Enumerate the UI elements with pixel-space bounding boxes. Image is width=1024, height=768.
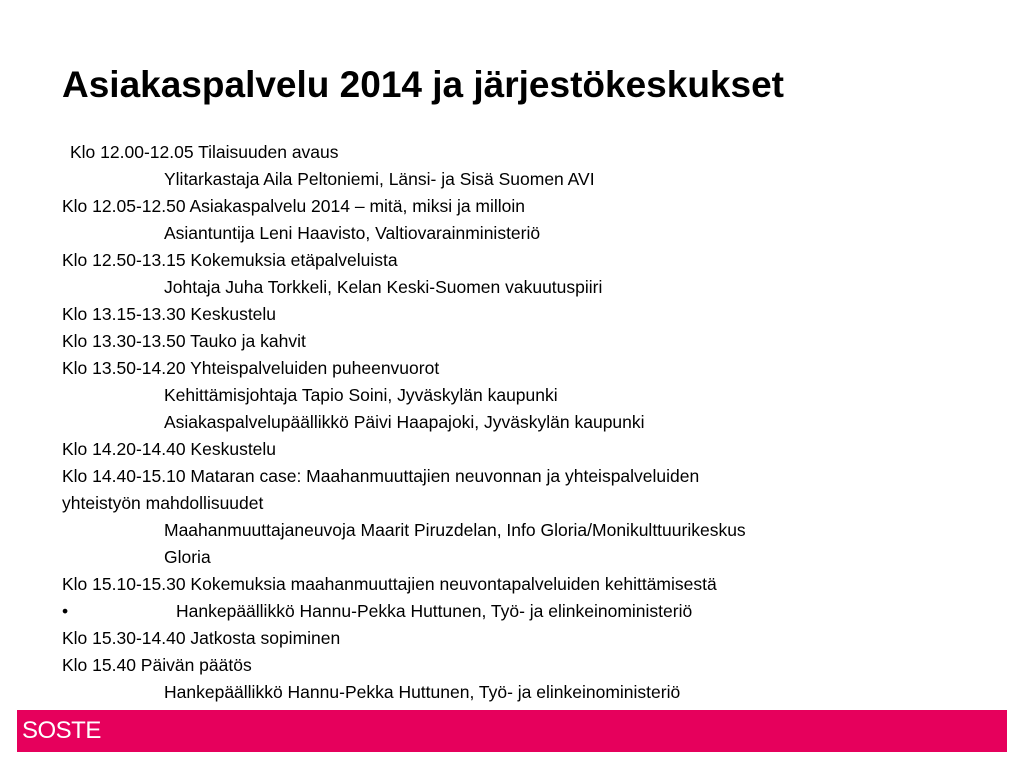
- agenda-item: Klo 13.50-14.20 Yhteispalveluiden puheenvuorot: [62, 358, 440, 378]
- agenda-item: Klo 15.40 Päivän päätös: [62, 655, 252, 675]
- footer-bar: [17, 710, 1007, 752]
- agenda-speaker: Hankepäällikkö Hannu-Pekka Huttunen, Työ- ja elinkeinoministeriö: [164, 682, 681, 702]
- bullet-icon: •: [62, 601, 69, 621]
- agenda-speaker: Asiantuntija Leni Haavisto, Valtiovarainministeriö: [164, 223, 541, 243]
- slide-title: Asiakaspalvelu 2014 ja järjestökeskukset: [62, 64, 784, 105]
- agenda-item-continuation: yhteistyön mahdollisuudet: [62, 493, 264, 513]
- agenda-item: Klo 14.20-14.40 Keskustelu: [62, 439, 277, 459]
- agenda-speaker: Kehittämisjohtaja Tapio Soini, Jyväskylän kaupunki: [164, 385, 558, 405]
- agenda-speaker-continuation: Gloria: [164, 547, 211, 567]
- agenda-item: Klo 15.30-14.40 Jatkosta sopiminen: [62, 628, 341, 648]
- agenda-list: [62, 139, 962, 706]
- agenda-item: Klo 14.40-15.10 Mataran case: Maahanmuuttajien neuvonnan ja yhteispalveluiden: [62, 466, 700, 486]
- agenda-item: Klo 12.00-12.05 Tilaisuuden avaus: [70, 142, 339, 162]
- agenda-speaker: Hankepäällikkö Hannu-Pekka Huttunen, Työ- ja elinkeinoministeriö: [176, 601, 693, 621]
- agenda-speaker: Ylitarkastaja Aila Peltoniemi, Länsi- ja Sisä Suomen AVI: [164, 169, 595, 189]
- soste-logo: SOSTE: [22, 717, 101, 744]
- agenda-item: Klo 15.10-15.30 Kokemuksia maahanmuuttajien neuvontapalveluiden kehittämisestä: [62, 574, 717, 594]
- agenda-speaker: Asiakaspalvelupäällikkö Päivi Haapajoki, Jyväskylän kaupunki: [164, 412, 645, 432]
- agenda-bullet-item: [62, 598, 962, 625]
- agenda-item: Klo 13.15-13.30 Keskustelu: [62, 304, 277, 324]
- agenda-item: Klo 12.50-13.15 Kokemuksia etäpalveluista: [62, 250, 398, 270]
- agenda-speaker: Maahanmuuttajaneuvoja Maarit Piruzdelan, Info Gloria/Monikulttuurikeskus: [164, 520, 746, 540]
- agenda-speaker: Johtaja Juha Torkkeli, Kelan Keski-Suomen vakuutuspiiri: [164, 277, 603, 297]
- agenda-item: Klo 13.30-13.50 Tauko ja kahvit: [62, 331, 306, 351]
- agenda-item: Klo 12.05-12.50 Asiakaspalvelu 2014 – mitä, miksi ja milloin: [62, 196, 526, 216]
